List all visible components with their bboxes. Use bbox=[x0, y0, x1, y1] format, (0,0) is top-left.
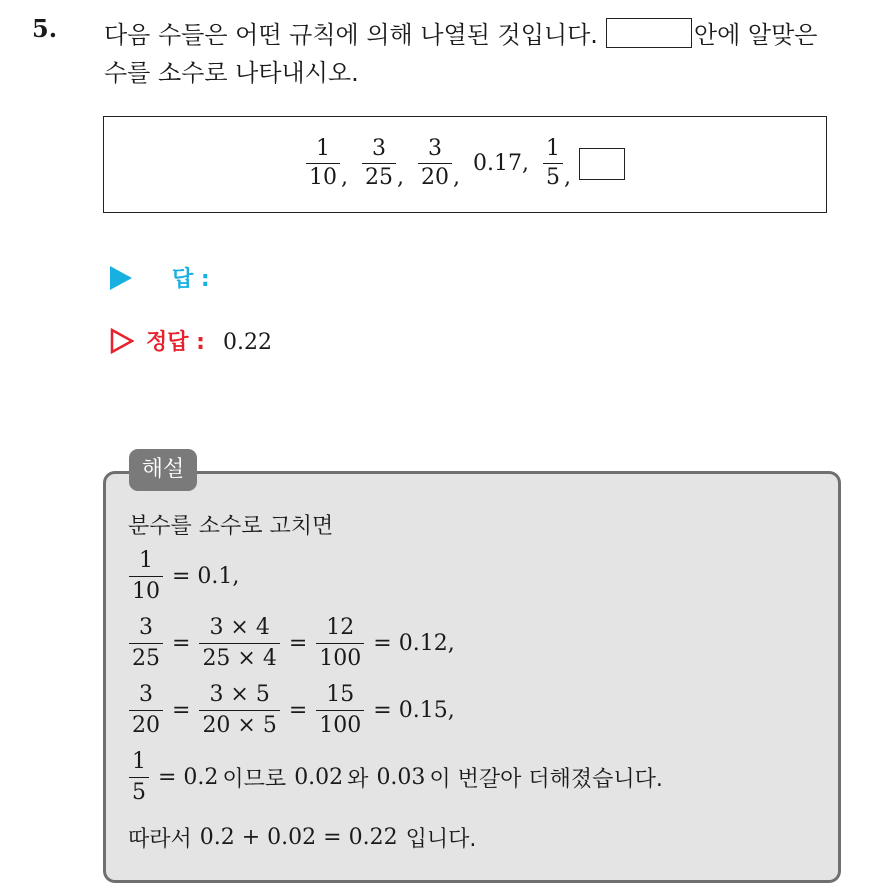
fraction bbox=[199, 680, 279, 741]
result: = 0.15, bbox=[373, 698, 455, 723]
explanation-line-1 bbox=[128, 546, 663, 607]
question-number: 5. bbox=[32, 14, 58, 43]
answer-label: 답 : bbox=[172, 267, 210, 292]
equals: = bbox=[172, 698, 191, 723]
connector-text: 와 bbox=[347, 767, 369, 792]
question-text-line2: 수를 소수로 나타내시오. bbox=[104, 59, 359, 87]
fraction-numerator: 3 bbox=[428, 136, 442, 161]
comma: , bbox=[521, 151, 529, 176]
number-sequence bbox=[104, 135, 826, 192]
fraction-numerator: 3 × 4 bbox=[209, 615, 270, 640]
explanation-lines bbox=[128, 508, 663, 853]
explanation-tab: 해설 bbox=[129, 449, 197, 491]
equals: = bbox=[172, 631, 191, 656]
sequence-fraction-3 bbox=[418, 135, 452, 192]
explanation-line-3 bbox=[128, 680, 663, 741]
question-text-part2: 안에 알맞은 bbox=[693, 21, 818, 49]
sequence-decimal: 0.17 bbox=[473, 151, 522, 176]
fraction-denominator: 10 bbox=[306, 163, 340, 192]
fraction-numerator: 1 bbox=[132, 749, 146, 774]
conclusion-prefix: 따라서 bbox=[128, 827, 192, 852]
fraction bbox=[129, 546, 163, 607]
fraction-numerator: 1 bbox=[545, 136, 560, 161]
equals-value: = 0.2 bbox=[158, 765, 219, 790]
answer-blank-box bbox=[606, 18, 692, 48]
fraction bbox=[316, 680, 364, 741]
sequence-fraction-1 bbox=[306, 135, 340, 192]
equals: = bbox=[288, 698, 308, 723]
fraction-denominator: 5 bbox=[129, 777, 149, 808]
fraction-numerator: 3 × 5 bbox=[209, 682, 270, 707]
explanation-line-4 bbox=[128, 747, 663, 808]
comma: , bbox=[563, 164, 571, 190]
fraction bbox=[129, 613, 163, 674]
fraction-numerator: 3 bbox=[139, 682, 153, 707]
correct-answer-value: 0.22 bbox=[222, 330, 272, 355]
fraction bbox=[316, 613, 364, 674]
tail-text: 이 번갈아 더해졌습니다. bbox=[429, 767, 663, 792]
outline-triangle-icon bbox=[110, 328, 134, 354]
sequence-blank-box bbox=[579, 148, 625, 180]
fraction bbox=[129, 747, 149, 808]
equals: = bbox=[288, 631, 308, 656]
sequence-fraction-4 bbox=[543, 135, 563, 192]
play-triangle-icon bbox=[110, 266, 132, 290]
fraction-denominator: 20 bbox=[129, 710, 163, 741]
fraction-numerator: 12 bbox=[326, 615, 355, 640]
fraction-denominator: 25 × 4 bbox=[199, 643, 279, 674]
fraction-denominator: 100 bbox=[316, 643, 364, 674]
fraction bbox=[199, 613, 279, 674]
fraction-numerator: 3 bbox=[139, 615, 153, 640]
fraction-denominator: 10 bbox=[129, 576, 163, 607]
comma: , bbox=[341, 164, 348, 190]
correct-answer-label: 정답 : bbox=[146, 330, 205, 355]
fraction-denominator: 100 bbox=[316, 710, 364, 741]
comma: , bbox=[453, 164, 460, 190]
fraction-denominator: 25 bbox=[362, 163, 396, 192]
value: 0.02 bbox=[294, 765, 344, 790]
question-text-part1: 다음 수들은 어떤 규칙에 의해 나열된 것입니다. bbox=[104, 21, 598, 49]
fraction-denominator: 20 × 5 bbox=[199, 710, 279, 741]
connector-text: 이므로 bbox=[222, 767, 287, 792]
result: = 0.1, bbox=[172, 564, 240, 589]
comma: , bbox=[397, 164, 404, 190]
explanation-line-2 bbox=[128, 613, 663, 674]
conclusion-expression: 0.2 + 0.02 = 0.22 bbox=[199, 825, 398, 850]
fraction-numerator: 15 bbox=[326, 682, 355, 707]
fraction-denominator: 20 bbox=[418, 163, 452, 192]
fraction-denominator: 25 bbox=[129, 643, 163, 674]
explanation-intro: 분수를 소수로 고치면 bbox=[128, 513, 334, 539]
correct-answer-row bbox=[110, 325, 272, 356]
fraction-numerator: 1 bbox=[139, 548, 153, 573]
fraction bbox=[129, 680, 163, 741]
result: = 0.12, bbox=[373, 631, 455, 656]
question-text bbox=[104, 16, 874, 92]
fraction-denominator: 5 bbox=[543, 163, 563, 192]
sequence-fraction-2 bbox=[362, 135, 396, 192]
value: 0.03 bbox=[376, 765, 426, 790]
fraction-numerator: 3 bbox=[372, 136, 386, 161]
conclusion-suffix: 입니다. bbox=[405, 827, 477, 852]
fraction-numerator: 1 bbox=[316, 136, 330, 161]
answer-row bbox=[110, 262, 210, 293]
sequence-box bbox=[103, 116, 827, 213]
explanation-conclusion bbox=[128, 822, 663, 853]
